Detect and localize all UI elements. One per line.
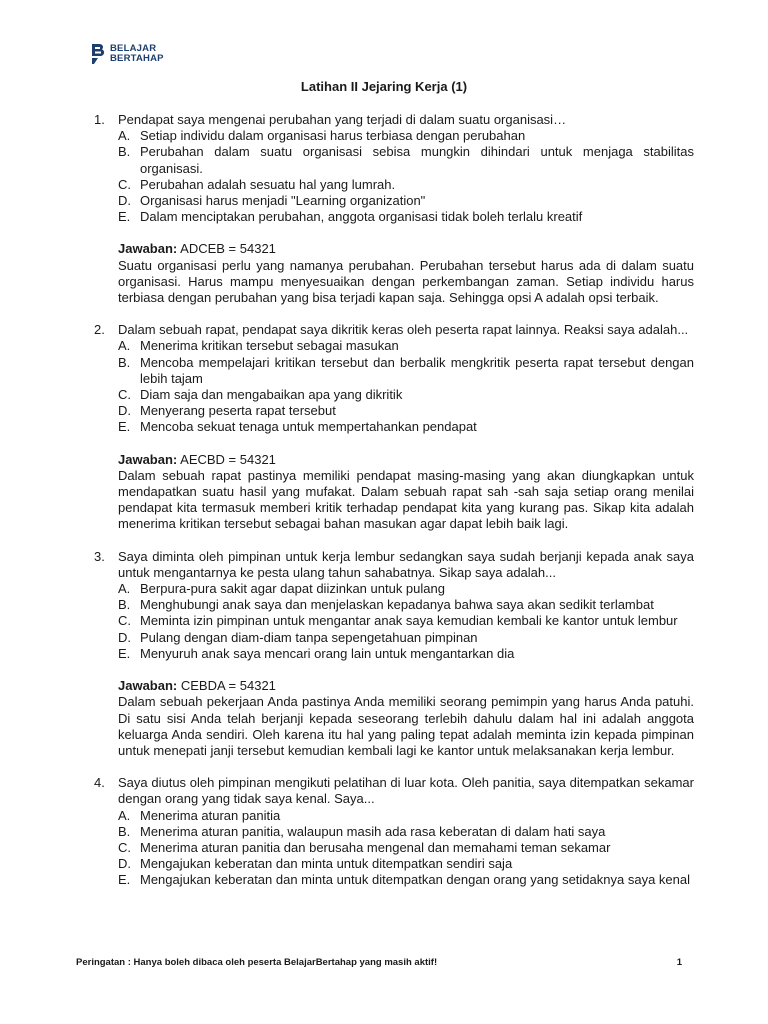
option-letter: D. [118,193,131,209]
option-letter: C. [118,387,131,403]
option-letter: B. [118,823,131,839]
question-number: 2. [94,322,105,338]
answer-label: Jawaban: [118,678,178,694]
option-list [118,128,694,225]
answer-explanation: Dalam sebuah pekerjaan Anda pastinya Anda memiliki seorang pemimpin yang harus Anda patuhi. Di satu sisi Anda telah berjanji kepada seseorang terlebih dahulu dalam hal ini adalah anggota keluarga Anda sendiri. Oleh karena itu hal yang paling tepat adalah meminta izin kepada pimpinan untuk menepati janji tersebut kemudian kembali lagi ke kantor untuk melaksanakan kerja lembur. [118,694,694,758]
option-text: Menerima aturan panitia dan berusaha mengenal dan memahami teman sekamar [140,839,611,855]
question-number: 4. [94,775,105,791]
option-letter: E. [118,419,131,435]
logo-b-icon [90,43,106,65]
question-3 [94,549,694,759]
option-c [118,613,694,629]
option-d [118,193,694,209]
option-text: Setiap individu dalam organisasi harus terbiasa dengan perubahan [140,128,526,144]
option-text: Mengajukan keberatan dan minta untuk ditempatkan dengan orang yang setidaknya saya kenal [140,872,690,888]
option-text: Menerima kritikan tersebut sebagai masukan [140,338,399,354]
option-e [118,646,694,662]
option-list [118,581,694,662]
answer-value: ADCEB = 54321 [180,241,276,257]
logo [90,43,164,65]
option-letter: B. [118,597,131,613]
answer-label: Jawaban: [118,451,178,467]
option-letter: D. [118,629,131,645]
option-text: Organisasi harus menjadi "Learning organization" [140,193,426,209]
option-a [118,808,694,824]
question-text: Saya diminta oleh pimpinan untuk kerja lembur sedangkan saya sudah berjanji kepada anak saya untuk mengantarnya ke pesta ulang tahun sahabatnya. Sikap saya adalah... [118,548,694,580]
option-letter: B. [118,354,131,370]
question-2 [94,322,694,532]
question-4 [94,775,694,888]
option-c [118,387,694,403]
option-letter: D. [118,856,131,872]
option-letter: C. [118,613,131,629]
answer-explanation: Suatu organisasi perlu yang namanya perubahan. Perubahan tersebut harus ada di dalam suatu organisasi. Harus mampu menyesuaikan dengan perkembangan zaman. Setiap individu harus terbiasa dengan perubahan yang bisa terjadi kapan saja. Sehingga opsi A adalah opsi terbaik. [118,257,694,306]
logo-text-line1: BELAJAR [110,43,157,54]
option-list [118,808,694,889]
answer-value: CEBDA = 54321 [180,678,276,694]
option-text: Menyuruh anak saya mencari orang lain untuk mengantarkan dia [140,645,515,661]
answer-explanation: Dalam sebuah rapat pastinya memiliki pendapat masing-masing yang akan diungkapkan untuk mendapatkan suatu hasil yang mufakat. Dalam sebuah rapat sah -sah saja setiap orang menilai pendapat kita termasuk memberi kritik terhadap pendapat kita yang kurang pas. Sikap kita adalah menerima kritikan tersebut sebagai bahan masukan agar dapat lebih baik lagi. [118,467,694,532]
option-letter: D. [118,403,131,419]
question-number: 1. [94,112,105,127]
option-letter: E. [118,872,131,888]
option-text: Dalam menciptakan perubahan, anggota organisasi tidak boleh terlalu kreatif [140,209,583,225]
option-d [118,630,694,646]
option-letter: C. [118,176,131,192]
option-letter: A. [118,128,131,144]
option-letter: B. [118,144,131,160]
option-text: Menerima aturan panitia, walaupun masih ada rasa keberatan di dalam hati saya [140,823,606,839]
option-text: Meminta izin pimpinan untuk mengantar anak saya kemudian kembali ke kantor untuk lembur [140,613,678,629]
option-text: Perubahan dalam suatu organisasi sebisa mungkin dihindari untuk menjaga stabilitas organisasi. [140,144,694,176]
answer-block [118,452,694,533]
page-number: 1 [676,957,682,968]
option-d [118,856,694,872]
option-text: Diam saja dan mengabaikan apa yang dikritik [140,387,403,403]
option-letter: A. [118,581,131,597]
option-e [118,419,694,435]
option-text: Menerima aturan panitia [140,807,281,823]
option-letter: A. [118,807,131,823]
option-e [118,872,694,888]
page-footer [76,957,682,968]
logo-text-line2: BERTAHAP [110,53,164,64]
option-c [118,840,694,856]
option-text: Pulang dengan diam-diam tanpa sepengetahuan pimpinan [140,629,478,645]
option-d [118,403,694,419]
option-text: Mencoba mempelajari kritikan tersebut dan berbalik mengkritik peserta rapat tersebut dengan lebih tajam [140,354,694,386]
option-text: Perubahan adalah sesuatu hal yang lumrah. [140,176,396,192]
question-text: Pendapat saya mengenai perubahan yang terjadi di dalam suatu organisasi… [118,112,567,127]
option-list [118,338,694,435]
page-title: Latihan II Jejaring Kerja (1) [300,79,468,94]
question-list [94,112,694,905]
option-letter: E. [118,209,131,225]
option-b [118,144,694,176]
question-text: Saya diutus oleh pimpinan mengikuti pelatihan di luar kota. Oleh panitia, saya ditempatkan sekamar dengan orang yang tidak saya kenal. Saya... [118,775,694,807]
answer-label: Jawaban: [118,241,178,257]
option-letter: C. [118,839,131,855]
option-text: Berpura-pura sakit agar dapat diizinkan untuk pulang [140,581,445,597]
option-a [118,128,694,144]
option-text: Menghubungi anak saya dan menjelaskan kepadanya bahwa saya akan sedikit terlambat [140,597,654,613]
option-text: Menyerang peserta rapat tersebut [140,403,336,419]
option-e [118,209,694,225]
option-letter: E. [118,645,131,661]
question-1 [94,112,694,306]
question-text: Dalam sebuah rapat, pendapat saya dikritik keras oleh peserta rapat lainnya. Reaksi saya adalah... [118,322,689,338]
option-b [118,355,694,387]
answer-block [118,241,694,306]
option-b [118,597,694,613]
option-c [118,177,694,193]
option-text: Mencoba sekuat tenaga untuk mempertahankan pendapat [140,419,477,435]
option-text: Mengajukan keberatan dan minta untuk ditempatkan sendiri saja [140,856,513,872]
question-number: 3. [94,548,105,564]
answer-block [118,678,694,759]
answer-value: AECBD = 54321 [180,451,276,467]
option-a [118,338,694,354]
option-a [118,581,694,597]
option-letter: A. [118,338,131,354]
footer-warning: Peringatan : Hanya boleh dibaca oleh peserta BelajarBertahap yang masih aktif! [76,957,438,968]
option-b [118,824,694,840]
